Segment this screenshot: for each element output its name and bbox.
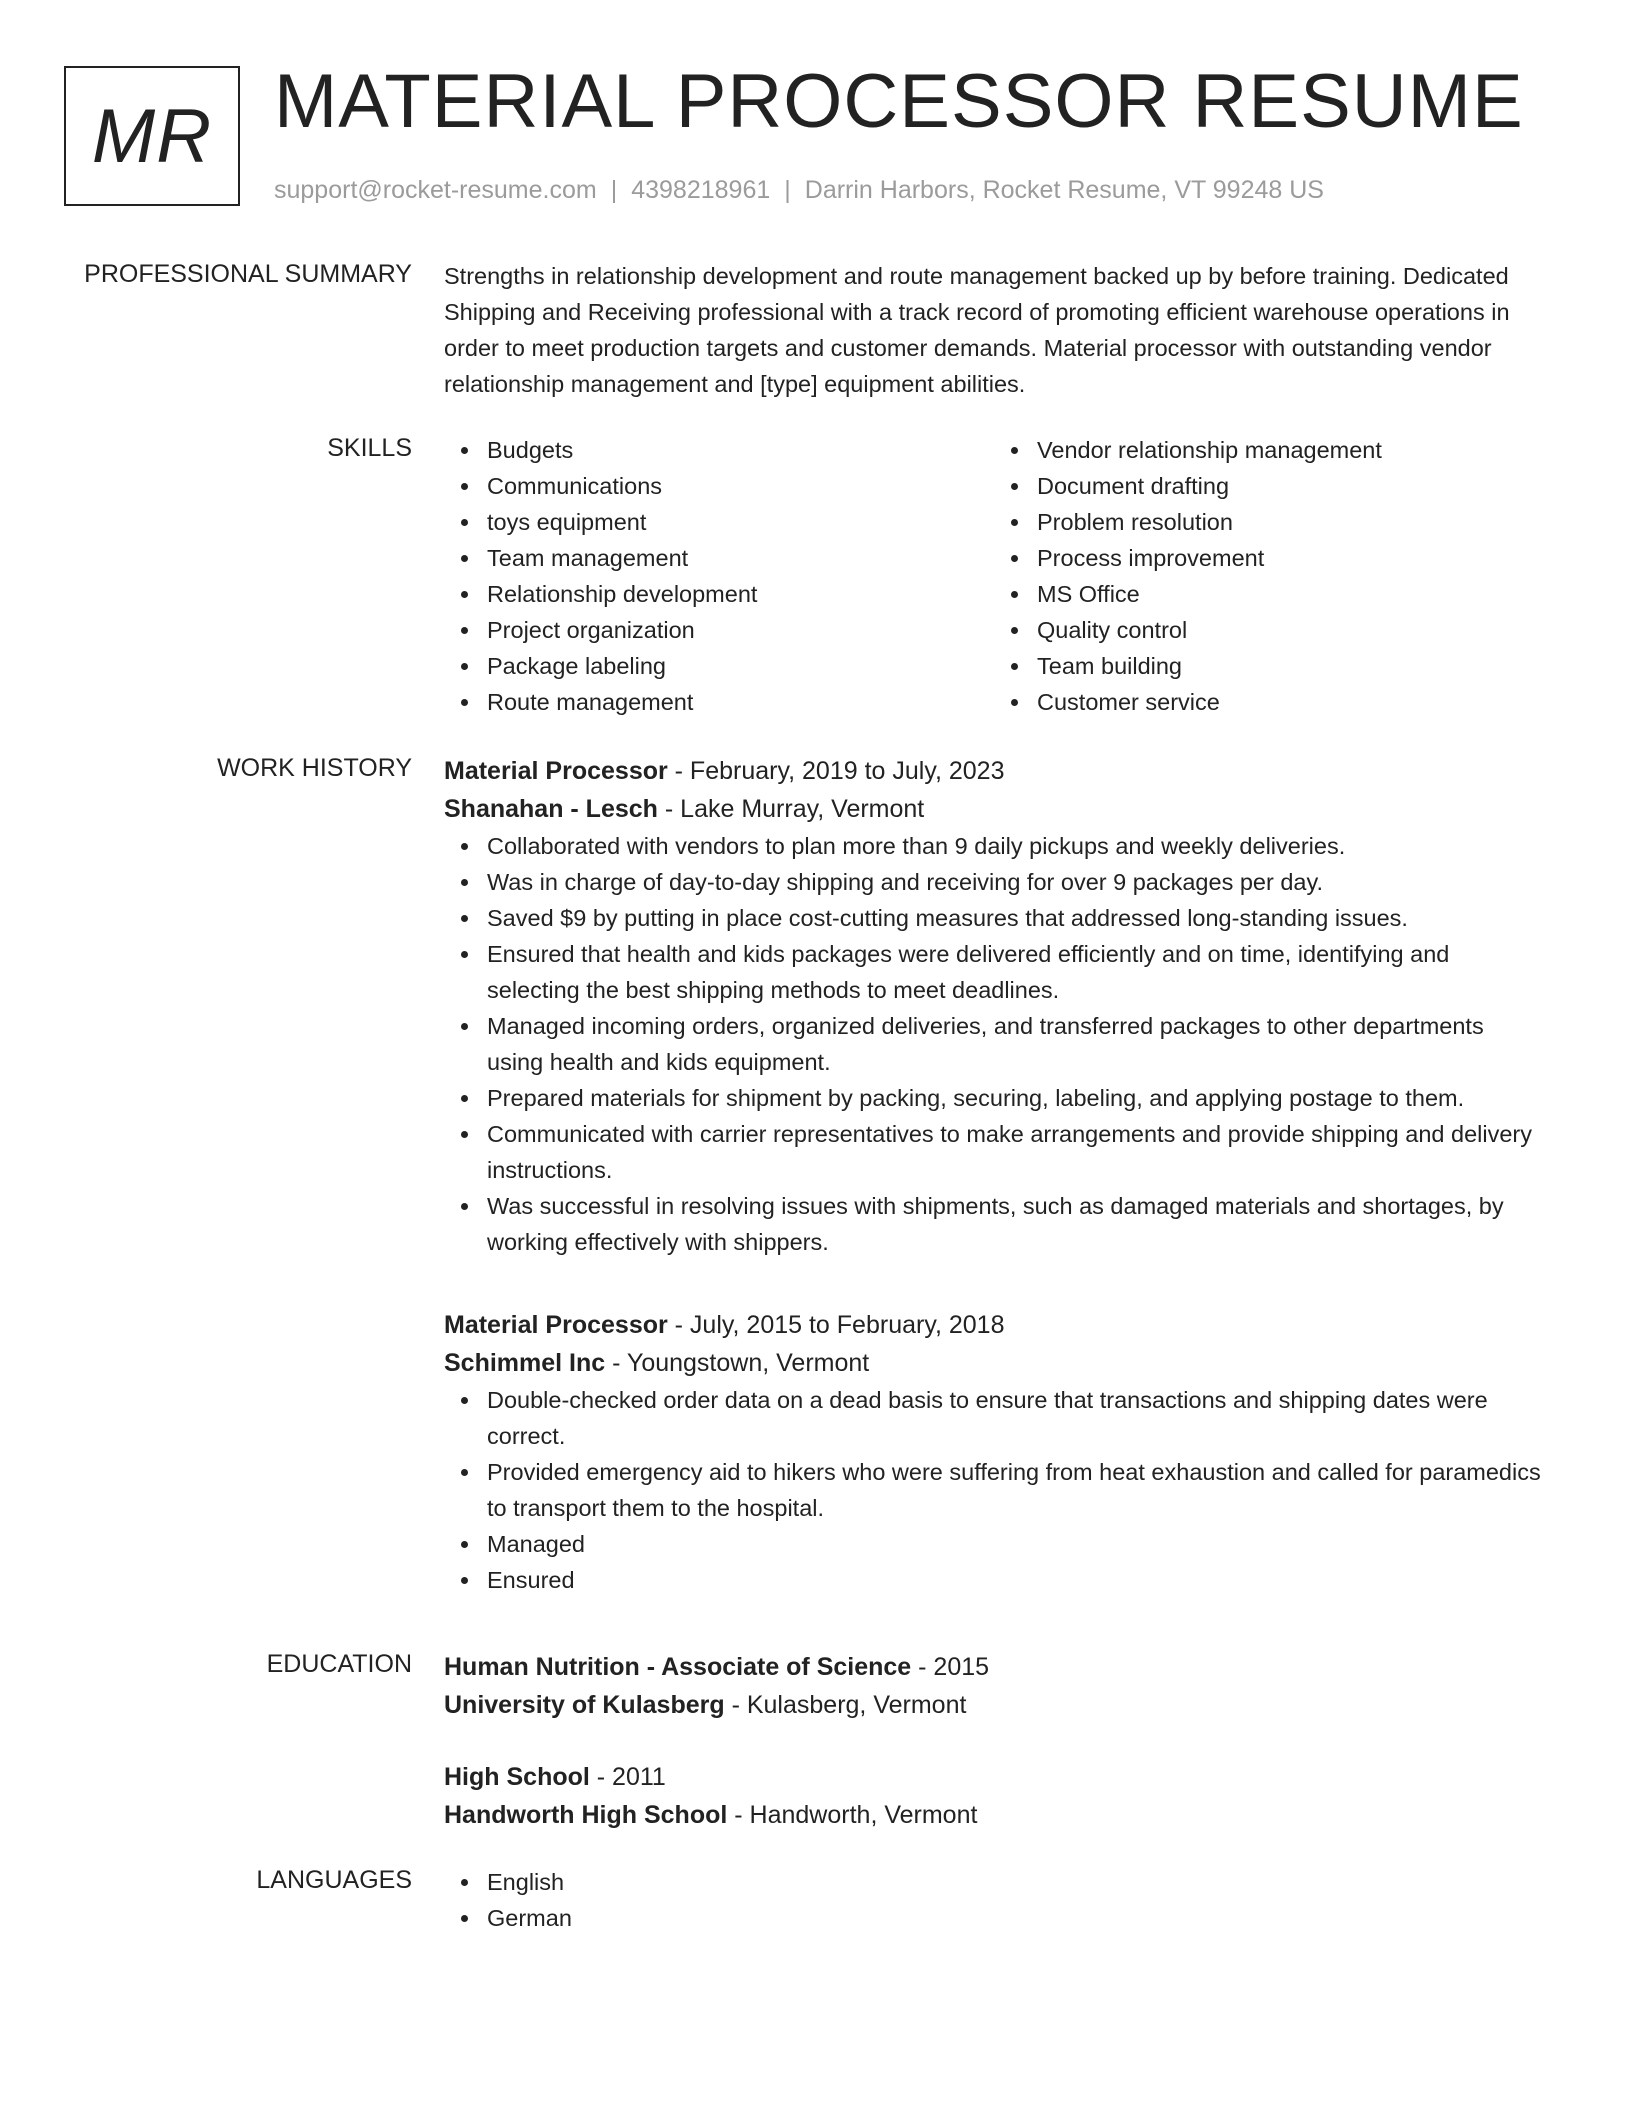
contact-separator: | (784, 176, 791, 204)
monogram: MR (64, 66, 240, 206)
education-degree: High School (444, 1763, 590, 1791)
job-bullet: Double-checked order data on a dead basis to ensure that transactions and shipping dates were correct. (487, 1382, 1544, 1454)
job-bullet: Collaborated with vendors to plan more than 9 daily pickups and weekly deliveries. (487, 828, 1544, 864)
job-title-line (444, 1306, 1544, 1344)
contact-email[interactable]: support@rocket-resume.com (274, 176, 597, 204)
job-company-line (444, 790, 1544, 828)
education-school: Handworth High School (444, 1801, 728, 1829)
skill-item: Route management (487, 684, 994, 720)
skill-item: Communications (487, 468, 994, 504)
skill-item: Budgets (487, 432, 994, 468)
job-bullet: Ensured that health and kids packages were delivered efficiently and on time, identifying and selecting the best shipping methods to meet deadlines. (487, 936, 1544, 1008)
summary-text: Strengths in relationship development and route management backed up by before training. Dedicated Shipping and Receiving professional with a track record of promoting efficient warehouse operations in order to meet production targets and customer demands. Material processor with outstanding vendor relationship management and [type] equipment abilities. (444, 263, 1510, 397)
education-location: - Handworth, Vermont (727, 1801, 978, 1829)
job-bullet: Managed (487, 1526, 1544, 1562)
section-label: PROFESSIONAL SUMMARY (84, 260, 412, 288)
section-label: LANGUAGES (256, 1866, 412, 1894)
languages-list (444, 1864, 1544, 1936)
skill-item: Quality control (1037, 612, 1544, 648)
job-bullet: Ensured (487, 1562, 1544, 1598)
skill-item: Team building (1037, 648, 1544, 684)
job-title: Material Processor (444, 757, 668, 785)
skill-item: Customer service (1037, 684, 1544, 720)
job-title-line (444, 752, 1544, 790)
skill-item: Vendor relationship management (1037, 432, 1544, 468)
job-dates: - February, 2019 to July, 2023 (667, 757, 1005, 785)
job-location: - Youngstown, Vermont (605, 1349, 870, 1377)
skill-item: MS Office (1037, 576, 1544, 612)
job-company: Schimmel Inc (444, 1349, 606, 1377)
language-item: English (487, 1864, 1544, 1900)
skill-item: toys equipment (487, 504, 994, 540)
job-bullet: Prepared materials for shipment by packing, securing, labeling, and applying postage to them. (487, 1080, 1544, 1116)
job-bullet: Saved $9 by putting in place cost-cutting measures that addressed long-standing issues. (487, 900, 1544, 936)
skills-list-right (994, 432, 1544, 720)
resume-title: MATERIAL PROCESSOR RESUME (274, 59, 1524, 144)
skill-item: Package labeling (487, 648, 994, 684)
job-bullet: Was successful in resolving issues with shipments, such as damaged materials and shortages, by working effectively with shippers. (487, 1188, 1544, 1260)
section-label: WORK HISTORY (217, 754, 412, 782)
skills-list-left (444, 432, 994, 720)
education-degree: Human Nutrition - Associate of Science (444, 1653, 912, 1681)
language-item: German (487, 1900, 1544, 1936)
job-bullet: Managed incoming orders, organized deliveries, and transferred packages to other departments using health and kids equipment. (487, 1008, 1544, 1080)
job-dates: - July, 2015 to February, 2018 (667, 1311, 1005, 1339)
education-year: - 2015 (911, 1653, 990, 1681)
job-location: - Lake Murray, Vermont (657, 795, 925, 823)
skill-item: Relationship development (487, 576, 994, 612)
contact-line (274, 174, 1324, 206)
section-label: SKILLS (327, 434, 412, 462)
job-bullet: Provided emergency aid to hikers who were suffering from heat exhaustion and called for paramedics to transport them to the hospital. (487, 1454, 1544, 1526)
education-school: University of Kulasberg (444, 1691, 725, 1719)
skill-item: Problem resolution (1037, 504, 1544, 540)
job-title: Material Processor (444, 1311, 668, 1339)
job-entry (444, 752, 1544, 1260)
education-entry (444, 1648, 1544, 1724)
contact-phone[interactable]: 4398218961 (631, 176, 771, 204)
skill-item: Document drafting (1037, 468, 1544, 504)
contact-separator: | (610, 176, 618, 204)
job-bullet: Was in charge of day-to-day shipping and receiving for over 9 packages per day. (487, 864, 1544, 900)
job-company: Shanahan - Lesch (444, 795, 658, 823)
job-bullets (444, 828, 1544, 1260)
job-bullets (444, 1382, 1544, 1598)
contact-address: Darrin Harbors, Rocket Resume, VT 99248 US (804, 176, 1324, 204)
education-year: - 2011 (589, 1763, 666, 1791)
job-company-line (444, 1344, 1544, 1382)
education-entry (444, 1758, 1544, 1834)
job-entry (444, 1306, 1544, 1598)
education-location: - Kulasberg, Vermont (724, 1691, 967, 1719)
skill-item: Process improvement (1037, 540, 1544, 576)
section-label: EDUCATION (266, 1650, 412, 1678)
skill-item: Team management (487, 540, 994, 576)
job-bullet: Communicated with carrier representatives to make arrangements and provide shipping and delivery instructions. (487, 1116, 1544, 1188)
skill-item: Project organization (487, 612, 994, 648)
